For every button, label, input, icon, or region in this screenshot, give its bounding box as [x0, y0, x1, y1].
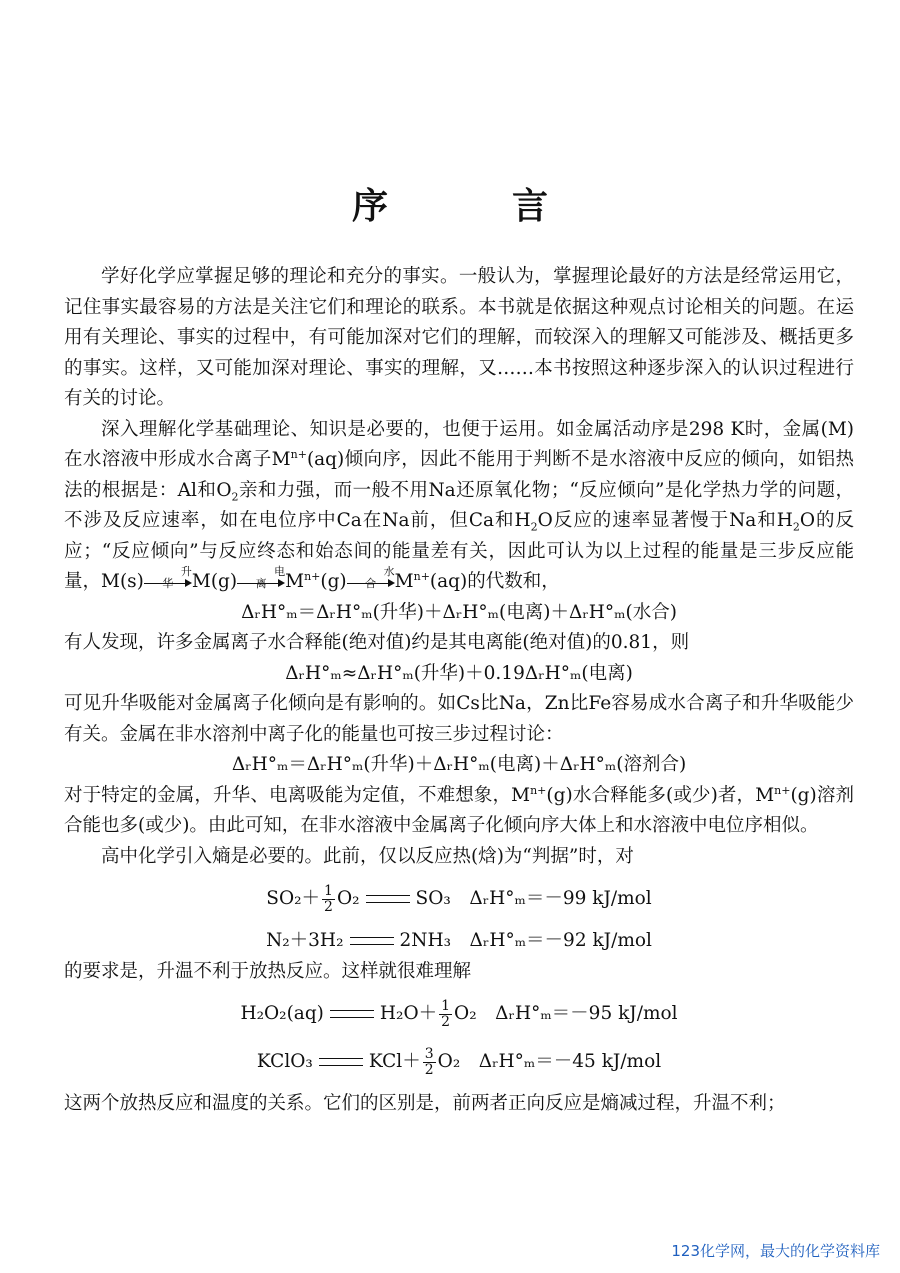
fraction: $\frac{3}{2}$ [424, 1045, 434, 1078]
page-title: 序 言 [351, 185, 592, 227]
reaction-2: N₂＋3H₂ 2NH₃ ΔᵣH°ₘ＝－92 kJ/mol [266, 930, 652, 951]
equals-sign-icon [350, 937, 394, 945]
body-text [64, 262, 854, 1120]
fraction: $\frac{1}{2}$ [324, 882, 333, 915]
equation-3: ΔᵣH°ₘ＝ΔᵣH°ₘ(升华)＋ΔᵣH°ₘ(电离)＋ΔᵣH°ₘ(溶剂合) [231, 754, 687, 775]
equals-sign-icon [366, 895, 410, 903]
reaction-4: KClO₃ KCl＋ $\frac{3}{2}$ O₂ ΔᵣH°ₘ＝－45 kJ/mol [256, 1045, 662, 1078]
paragraph-3: 有人发现，许多金属离子水合释能(绝对值)约是其电离能(绝对值)的0.81，则 [64, 632, 690, 653]
equals-sign-icon [330, 1010, 374, 1018]
reaction-1: SO₂＋ $\frac{1}{2}$ O₂ SO₃ ΔᵣH°ₘ＝－99 kJ/mol [266, 882, 652, 915]
reaction-arrow-ionization: 电离 [237, 572, 285, 592]
paragraph-5: 对于特定的金属，升华、电离吸能为定值，不难想象，$M^{n+}(g)$水合释能多(或少)者，$M^{n+}(g)$溶剂合能也多(或少)。由此可知，在非水溶液中金属离子化倾向序大体上和水溶液中电位序相似。 [64, 783, 854, 836]
paragraph-7: 的要求是，升温不利于放热反应。这样就很难理解 [64, 960, 472, 982]
site-watermark: 123化学网，最大的化学资料库 [671, 1242, 880, 1260]
reaction-arrow-hydration: 水合 [347, 572, 395, 592]
equation-1: ΔᵣH°ₘ＝ΔᵣH°ₘ(升华)＋ΔᵣH°ₘ(电离)＋ΔᵣH°ₘ(水合) [241, 601, 677, 623]
paragraph-8: 这两个放热反应和温度的关系。它们的区别是，前两者正向反应是熵减过程，升温不利； [64, 1093, 786, 1114]
paragraph-1: 学好化学应掌握足够的理论和充分的事实。一般认为，掌握理论最好的方法是经常运用它，记住事实最容易的方法是关注它们和理论的联系。本书就是依据这种观点讨论相关的问题。在运用有关理论、事实的过程中，有可能加深对它们的理解，而较深入的理解又可能涉及、概括更多的事实。这样，又可能加深对理论、事实的理解，又……本书按照这种逐步深入的认识过程进行有关的讨论。 [64, 266, 854, 409]
reaction-arrow-sublimation: 升华 [144, 572, 192, 592]
fraction: $\frac{1}{2}$ [441, 997, 451, 1030]
equals-sign-icon [319, 1058, 363, 1066]
equation-2: ΔᵣH°ₘ≈ΔᵣH°ₘ(升华)＋0.19ΔᵣH°ₘ(电离) [285, 662, 633, 684]
paragraph-2: 深入理解化学基础理论、知识是必要的，也便于运用。如金属活动序是298 K时，金属(M)在水溶液中形成水合离子$M^{n+}(aq)$倾向序，因此不能用于判断不是水溶液中反应的倾向，如铝热法的根据是：Al和$O_2$亲和力强，而一般不用Na还原氧化物；“反应倾向”是化学热力学的问题，不涉及反应速率，如在电位序中Ca在Na前，但Ca和$H_2O$反应的速率显著慢于Na和$H_2O$的反应；“反应倾向”与反应终态和始态间的能量差有关，因此可认为以上过程的能量是三步反应能量，M(s) 升华 M(g) 电离 $M^{n+}(g)$ 水合 $M^{n+}(aq)$的代数和， [64, 418, 854, 592]
paragraph-4: 可见升华吸能对金属离子化倾向是有影响的。如Cs比Na，Zn比Fe容易成水合离子和升华吸能少有关。金属在非水溶剂中离子化的能量也可按三步过程讨论： [64, 693, 854, 745]
paragraph-6: 高中化学引入熵是必要的。此前，仅以反应热(焓)为“判据”时，对 [101, 845, 634, 867]
reaction-3: H₂O₂(aq) H₂O＋ $\frac{1}{2}$ O₂ ΔᵣH°ₘ＝－95 kJ/mol [240, 997, 678, 1030]
